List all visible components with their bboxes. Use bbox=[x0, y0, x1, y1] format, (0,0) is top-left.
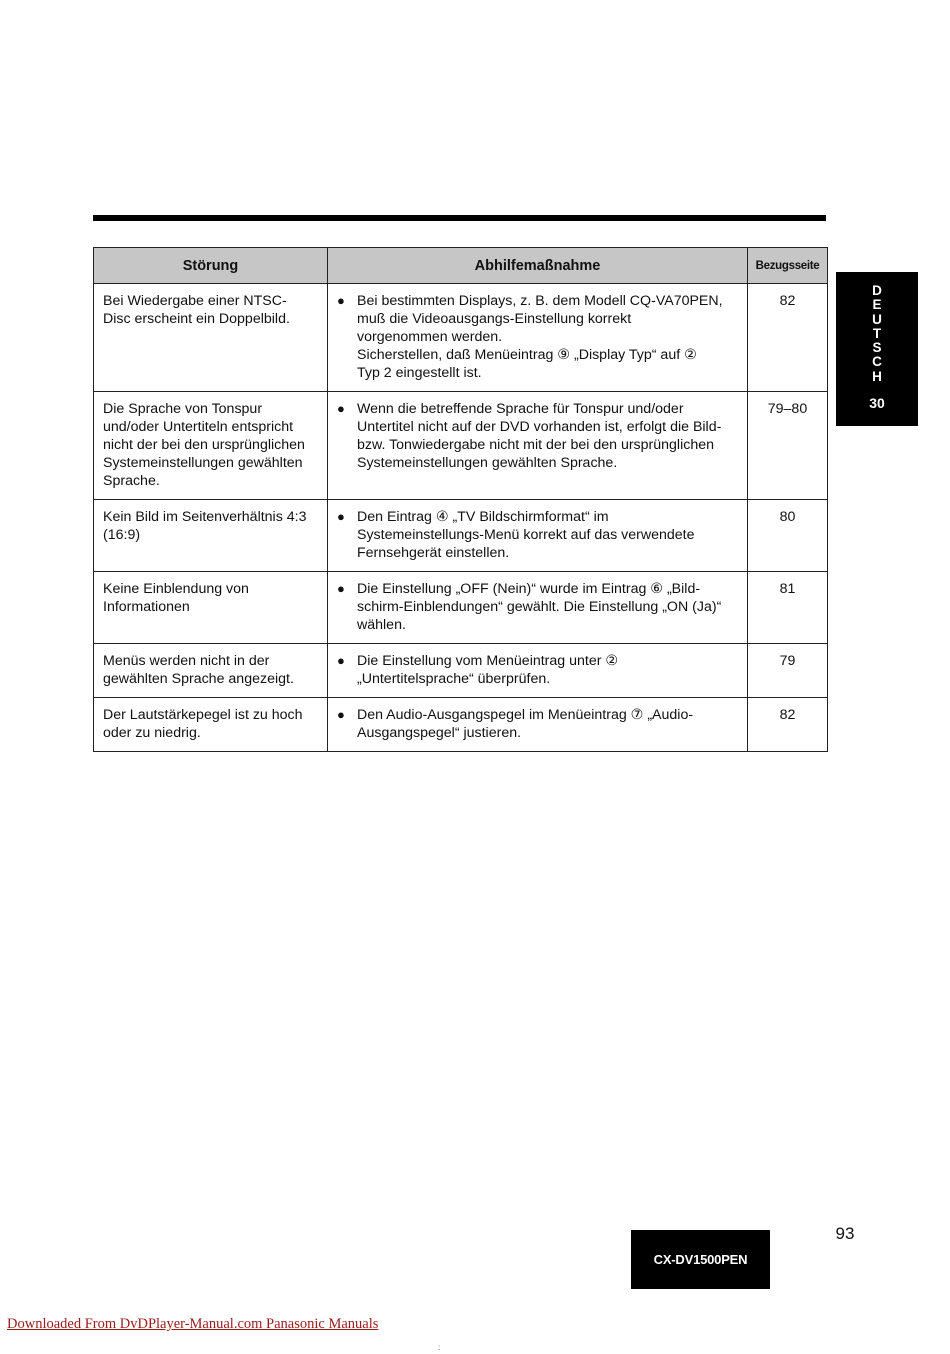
table-row bbox=[94, 644, 828, 698]
fix-cell bbox=[328, 500, 748, 572]
problem-text: Der Lautstärkepegel ist zu hoch oder zu niedrig. bbox=[103, 707, 303, 741]
language-tab-number: 30 bbox=[869, 395, 885, 411]
problem-cell bbox=[94, 500, 328, 572]
fix-text: Wenn die betreffende Sprache für Tonspur und/oder Untertitel nicht auf der DVD vorhanden ist, erfolgt die Bild- bzw. Tonwiedergabe nicht mit der bei den ursprünglichen Systemeinstellungen gewählten Sprache. bbox=[357, 401, 722, 471]
bullet-icon: ● bbox=[337, 401, 345, 416]
footer-mark: : bbox=[438, 1343, 441, 1352]
fix-cell bbox=[328, 572, 748, 644]
fix-cell bbox=[328, 392, 748, 500]
fix-text: Die Einstellung „OFF (Nein)“ wurde im Eintrag ⑥ „Bild- schirm-Einblendungen“ gewählt. Die Einstellung „ON (Ja)“ wählen. bbox=[357, 581, 722, 633]
fix-text: Die Einstellung vom Menüeintrag unter ② „Untertitelsprache“ überprüfen. bbox=[357, 653, 619, 687]
bullet-icon: ● bbox=[337, 509, 345, 524]
fix-text: Den Eintrag ④ „TV Bildschirmformat“ im Systemeinstellungs-Menü korrekt auf das verwendete Fernsehgerät einstellen. bbox=[357, 509, 695, 561]
page-number: 93 bbox=[835, 1224, 855, 1243]
ref-cell: 81 bbox=[748, 572, 828, 644]
problem-text: Menüs werden nicht in der gewählten Sprache angezeigt. bbox=[103, 653, 294, 687]
header-fix: Abhilfemaßnahme bbox=[328, 248, 748, 284]
ref-cell: 79–80 bbox=[748, 392, 828, 500]
ref-cell: 82 bbox=[748, 284, 828, 392]
fix-text: Bei bestimmten Displays, z. B. dem Modell CQ-VA70PEN, muß die Videoausgangs-Einstellung korrekt vorgenommen werden. Sicherstellen, daß Menüeintrag ⑨ „Display Typ“ auf ② Typ 2 eingestellt ist. bbox=[357, 293, 723, 381]
table-row bbox=[94, 392, 828, 500]
fix-cell bbox=[328, 284, 748, 392]
table-row bbox=[94, 500, 828, 572]
download-source-link[interactable]: Downloaded From DvDPlayer-Manual.com Panasonic Manuals bbox=[7, 1316, 379, 1332]
model-label: CX-DV1500PEN bbox=[631, 1230, 770, 1289]
header-ref: Bezugsseite bbox=[748, 248, 828, 284]
problem-cell bbox=[94, 392, 328, 500]
problem-cell bbox=[94, 284, 328, 392]
table-row bbox=[94, 698, 828, 752]
fix-text: Den Audio-Ausgangspegel im Menüeintrag ⑦ „Audio- Ausgangspegel“ justieren. bbox=[357, 707, 694, 741]
bullet-icon: ● bbox=[337, 581, 345, 596]
problem-text: Kein Bild im Seitenverhältnis 4:3 (16:9) bbox=[103, 509, 307, 543]
table-row bbox=[94, 572, 828, 644]
bullet-icon: ● bbox=[337, 293, 345, 308]
problem-text: Die Sprache von Tonspur und/oder Untertiteln entspricht nicht der bei den ursprünglichen Systemeinstellungen gewählten Sprache. bbox=[103, 401, 305, 489]
problem-cell bbox=[94, 572, 328, 644]
bullet-icon: ● bbox=[337, 707, 345, 722]
top-rule bbox=[93, 215, 826, 221]
problem-text: Bei Wiedergabe einer NTSC- Disc erscheint ein Doppelbild. bbox=[103, 293, 290, 327]
fix-cell bbox=[328, 698, 748, 752]
fix-cell bbox=[328, 644, 748, 698]
problem-text: Keine Einblendung von Informationen bbox=[103, 581, 249, 615]
ref-cell: 79 bbox=[748, 644, 828, 698]
ref-cell: 80 bbox=[748, 500, 828, 572]
ref-cell: 82 bbox=[748, 698, 828, 752]
troubleshooting-table bbox=[93, 247, 828, 752]
problem-cell bbox=[94, 644, 328, 698]
language-tab bbox=[836, 272, 918, 426]
language-tab-letters: D E U T S C H bbox=[872, 283, 882, 384]
bullet-icon: ● bbox=[337, 653, 345, 668]
problem-cell bbox=[94, 698, 328, 752]
header-problem: Störung bbox=[94, 248, 328, 284]
table-header-row bbox=[94, 248, 828, 284]
table-row bbox=[94, 284, 828, 392]
